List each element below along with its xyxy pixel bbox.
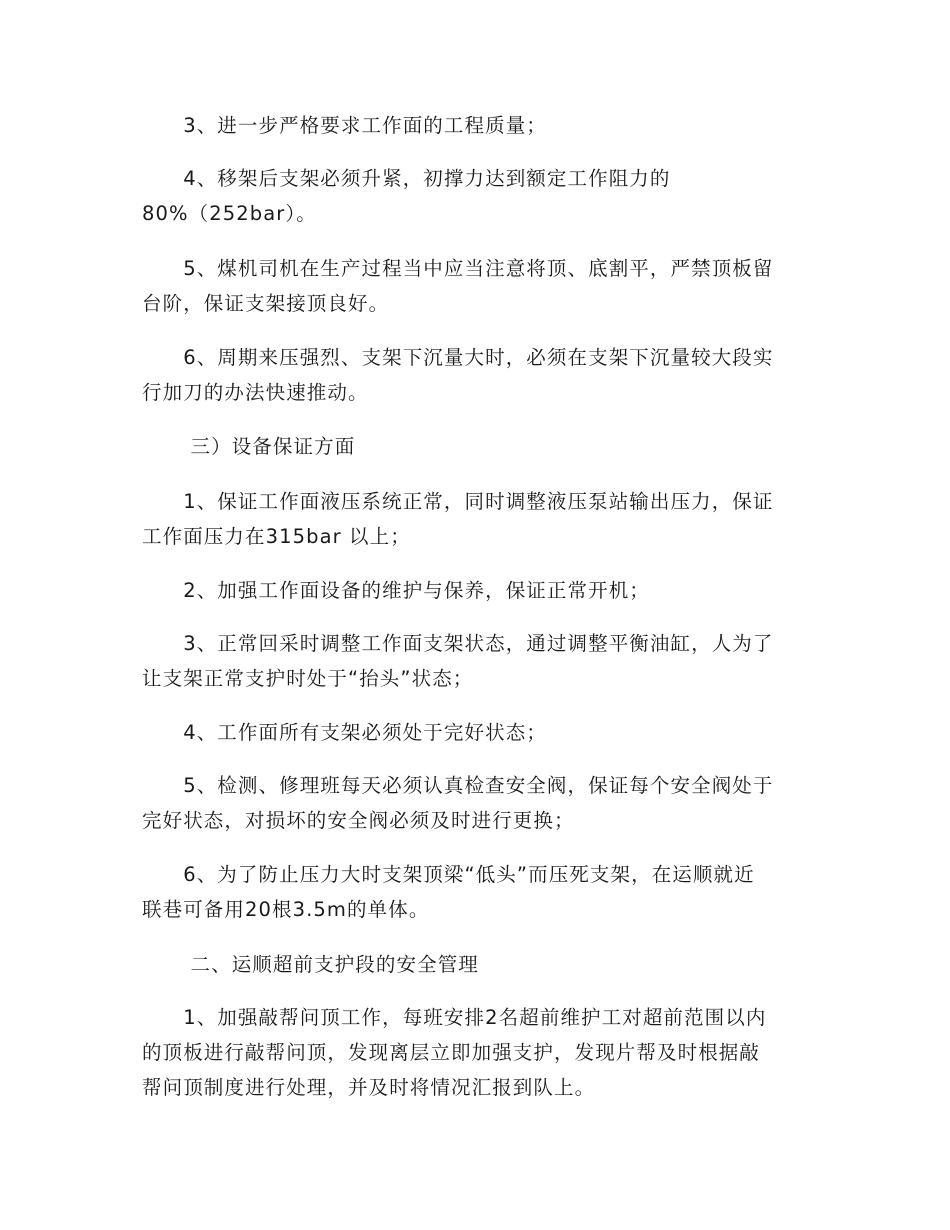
text-line: 80%（252bar）。 (142, 202, 317, 225)
paragraph-spare-props (142, 857, 812, 927)
text-line: 4、工作面所有支架必须处于完好状态； (142, 721, 547, 744)
paragraph-maintenance (142, 573, 812, 608)
text-line: 1、加强敲帮问顶工作，每班安排2名超前维护工对超前范围以内 (142, 1006, 767, 1029)
paragraph-quality (142, 108, 812, 143)
text-line: 完好状态，对损坏的安全阀必须及时进行更换； (142, 809, 575, 832)
text-line: 5、检测、修理班每天必须认真检查安全阀，保证每个安全阀处于 (142, 774, 774, 797)
text-line: 6、为了防止压力大时支架顶梁“低头”而压死支架，在运顺就近 (142, 863, 755, 886)
paragraph-periodic-pressure (142, 340, 812, 410)
text-line: 台阶，保证支架接顶良好。 (142, 292, 390, 315)
paragraph-safety-valve (142, 768, 812, 838)
text-line: 5、煤机司机在生产过程当中应当注意将顶、底割平，严禁顶板留 (142, 257, 774, 280)
text-line: 让支架正常支护时处于“抬头”状态； (142, 667, 474, 690)
text-line: 6、周期来压强烈、支架下沉量大时，必须在支架下沉量较大段实 (142, 346, 774, 369)
text-line: 1、保证工作面液压系统正常，同时调整液压泵站输出压力，保证 (142, 490, 774, 513)
paragraph-support-state (142, 626, 812, 696)
paragraph-setting-force (142, 161, 812, 231)
text-line: 2、加强工作面设备的维护与保养，保证正常开机； (142, 579, 650, 602)
text-line: 3、进一步严格要求工作面的工程质量； (142, 114, 547, 137)
text-line: 的顶板进行敲帮问顶，发现离层立即加强支护，发现片帮及时根据敲 (142, 1041, 761, 1064)
section-heading-equipment (142, 429, 812, 464)
text-line: 工作面压力在315bar 以上； (142, 525, 411, 548)
paragraph-shearer-driver (142, 251, 812, 321)
paragraph-roof-inspection (142, 1000, 812, 1105)
text-line: 行加刀的办法快速推动。 (142, 381, 369, 404)
text-line: 4、移架后支架必须升紧，初撑力达到额定工作阻力的 (142, 167, 671, 190)
text-line: 联巷可备用20根3.5m的单体。 (142, 898, 430, 921)
paragraph-all-supports (142, 715, 812, 750)
text-line: 3、正常回采时调整工作面支架状态，通过调整平衡油缸，人为了 (142, 632, 774, 655)
paragraph-hydraulic-system (142, 484, 812, 554)
text-line: 帮问顶制度进行处理，并及时将情况汇报到队上。 (142, 1076, 596, 1099)
text-line: 三）设备保证方面 (142, 435, 356, 458)
text-line: 二、运顺超前支护段的安全管理 (142, 953, 479, 976)
section-heading-advance-support (142, 947, 812, 982)
